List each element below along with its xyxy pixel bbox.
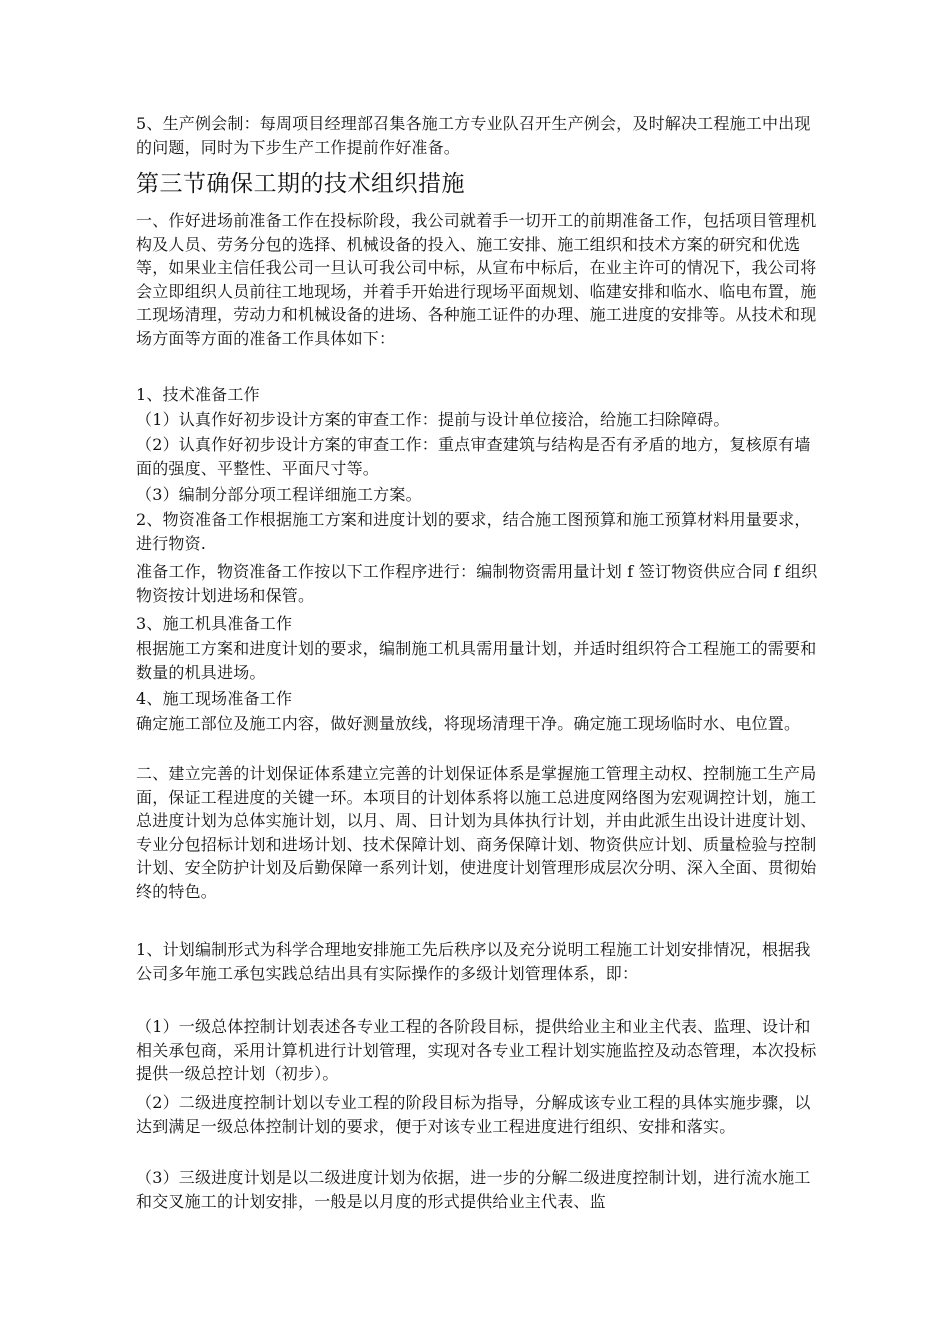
paragraph-tech-item-3: （3）编制分部分项工程详细施工方案。 [136,485,422,504]
paragraph-site-body: 确定施工部位及施工内容，做好测量放线，将现场清理干净。确定施工现场临时水、电位置。 [136,714,801,733]
paragraph-level-3-plan: （3）三级进度计划是以二级进度计划为依据，进一步的分解二级进度控制计划，进行流水施工和交叉施工的计划安排，一般是以月度的形式提供给业主代表、监 [136,1168,811,1211]
section-title: 第三节确保工期的技术组织措施 [136,171,465,197]
paragraph-tech-item-1: （1）认真作好初步设计方案的审查工作：提前与设计单位接洽，给施工扫除障碍。 [136,410,730,429]
heading-site-preparation: 4、施工现场准备工作 [136,689,293,708]
heading-tech-preparation: 1、技术准备工作 [136,385,260,404]
paragraph-production-meeting: 5、生产例会制：每周项目经理部召集各施工方专业队召开生产例会，及时解决工程施工中出现的问题，同时为下步生产工作提前作好准备。 [136,114,811,157]
paragraph-level-1-plan: （1）一级总体控制计划表述各专业工程的各阶段目标，提供给业主和业主代表、监理、设计和相关承包商，采用计算机进行计划管理，实现对各专业工程计划实施监控及动态管理，本次投标提供一级总控计划（初步）。 [136,1017,817,1083]
paragraph-level-2-plan: （2）二级进度控制计划以专业工程的阶段目标为指导，分解成该专业工程的具体实施步骤，以达到满足一级总体控制计划的要求，便于对该专业工程进度进行组织、安排和落实。 [136,1093,811,1136]
paragraph-material-b: 准备工作，物资准备工作按以下工作程序进行：编制物资需用量计划 f 签订物资供应合同 f 组织物资按计划进场和保管。 [136,562,818,605]
paragraph-tech-item-2: （2）认真作好初步设计方案的审查工作：重点审查建筑与结构是否有矛盾的地方，复核原有墙面的强度、平整性、平面尺寸等。 [136,435,811,478]
paragraph-machine-body: 根据施工方案和进度计划的要求，编制施工机具需用量计划，并适时组织符合工程施工的需要和数量的机具进场。 [136,639,817,682]
heading-machine-preparation: 3、施工机具准备工作 [136,614,293,633]
paragraph-plan-system: 二、建立完善的计划保证体系建立完善的计划保证体系是掌握施工管理主动权、控制施工生产局面，保证工程进度的关键一环。本项目的计划体系将以施工总进度网络图为宏观调控计划，施工总进度计划为总体实施计划，以月、周、日计划为具体执行计划，并由此派生出设计进度计划、专业分包招标计划和进场计划、技术保障计划、商务保障计划、物资供应计划、质量检验与控制计划、安全防护计划及后勤保障一系列计划，使进度计划管理形成层次分明、深入全面、贯彻始终的特色。 [136,764,817,901]
paragraph-preparation-intro: 一、作好进场前准备工作在投标阶段，我公司就着手一切开工的前期准备工作，包括项目管理机构及人员、劳务分包的选择、机械设备的投入、施工安排、施工组织和技术方案的研究和优选等，如果业主信任我公司一旦认可我公司中标，从宣布中标后，在业主许可的情况下，我公司将会立即组织人员前往工地现场，并着手开始进行现场平面规划、临建安排和临水、临电布置，施工现场清理，劳动力和机械设备的进场、各种施工证件的办理、施工进度的安排等。从技术和现场方面等方面的准备工作具体如下： [136,211,817,348]
paragraph-plan-form: 1、计划编制形式为科学合理地安排施工先后秩序以及充分说明工程施工计划安排情况，根据我公司多年施工承包实践总结出具有实际操作的多级计划管理体系，即： [136,940,811,983]
paragraph-material-a: 2、物资准备工作根据施工方案和进度计划的要求，结合施工图预算和施工预算材料用量要求，进行物资. [136,510,811,553]
